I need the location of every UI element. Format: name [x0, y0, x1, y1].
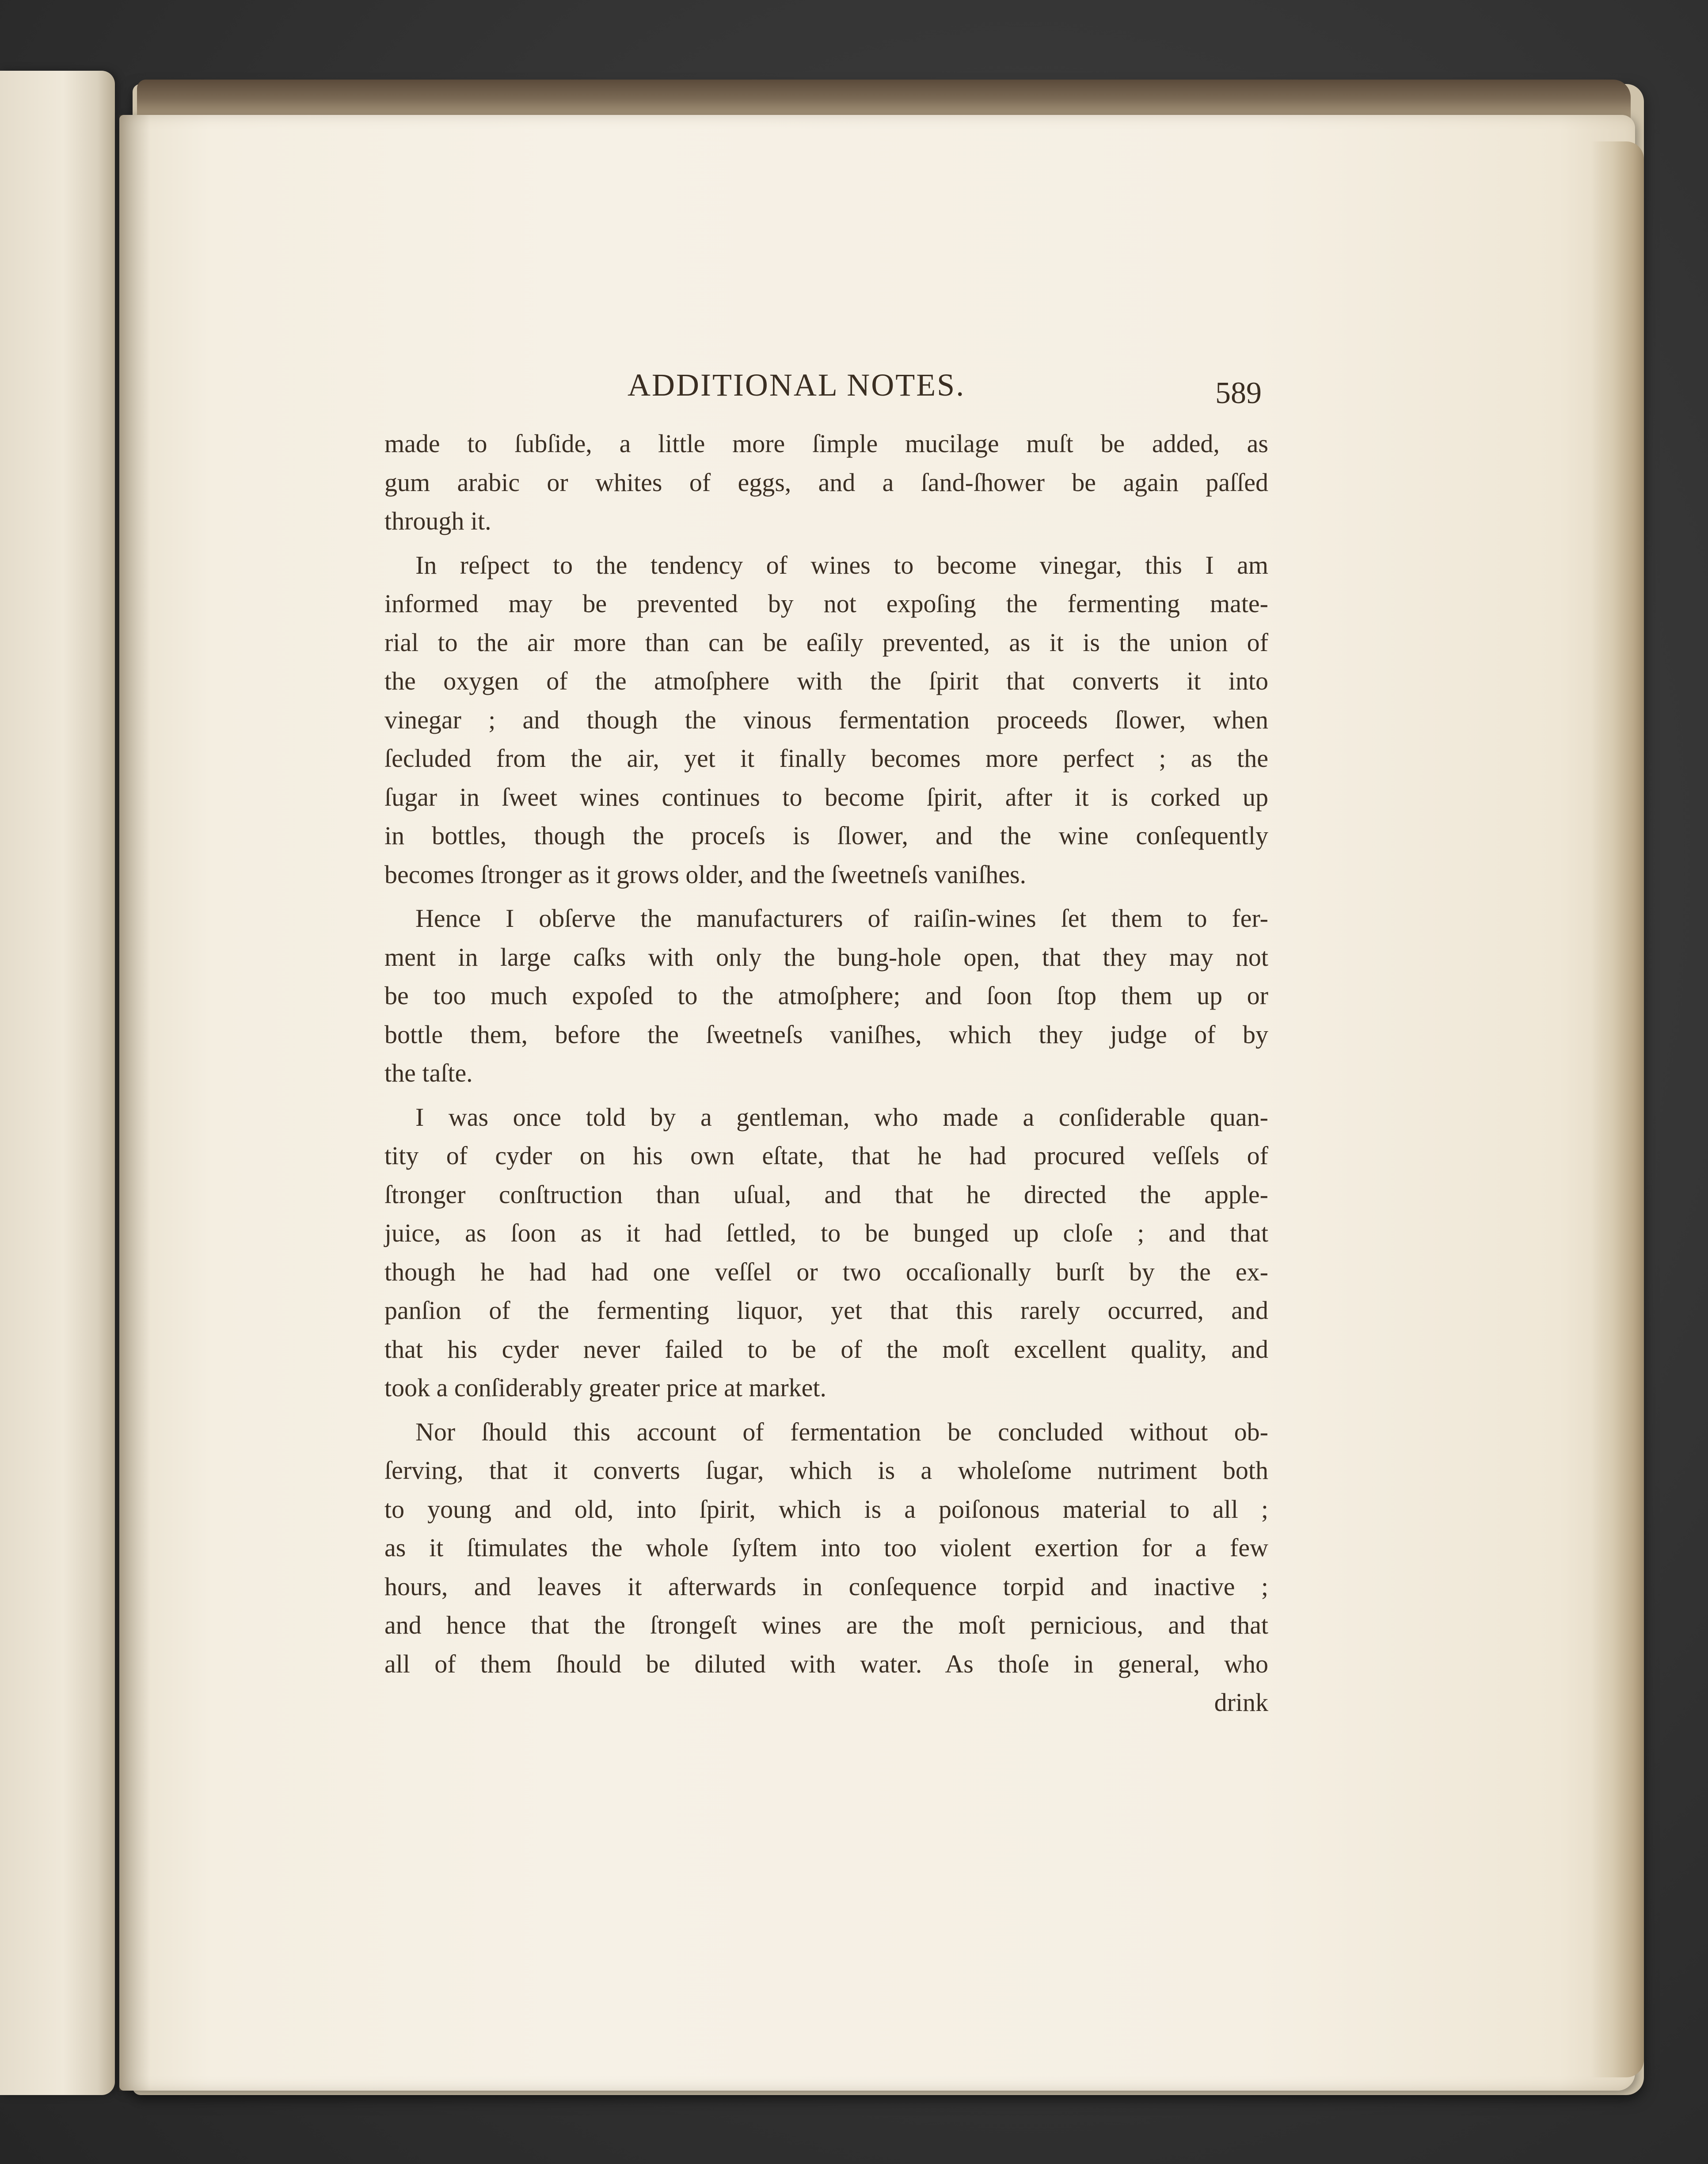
page-number: 589 — [1215, 376, 1262, 410]
catchword: drink — [1214, 1688, 1268, 1717]
paragraph-gap — [384, 894, 1268, 899]
text-line: panſion of the fermenting liquor, yet that this rarely occurred, and — [384, 1296, 1268, 1325]
text-line: and hence that the ſtrongeſt wines are the moſt pernicious, and that — [384, 1611, 1268, 1639]
text-line: tity of cyder on his own eſtate, that he had procured veſſels of — [384, 1141, 1268, 1170]
text-line: informed may be prevented by not expoſing the fermenting mate- — [384, 589, 1268, 618]
body-text — [384, 424, 1268, 1722]
text-line: as it ſtimulates the whole ſyſtem into too violent exertion for a few — [384, 1533, 1268, 1562]
text-line: ſtronger conſtruction than uſual, and that he directed the apple- — [384, 1180, 1268, 1209]
text-line: took a conſiderably greater price at market. — [384, 1373, 827, 1402]
text-line: Hence I obſerve the manufacturers of raiſin-wines ſet them to fer- — [415, 904, 1268, 933]
text-line: though he had had one veſſel or two occaſionally burſt by the ex- — [384, 1257, 1268, 1286]
text-line: gum arabic or whites of eggs, and a ſand-ſhower be again paſſed — [384, 468, 1268, 497]
text-line: the oxygen of the atmoſphere with the ſpirit that converts it into — [384, 667, 1268, 695]
text-line: ment in large caſks with only the bung-hole open, that they may not — [384, 942, 1268, 972]
text-line: Nor ſhould this account of fermentation be concluded without ob- — [415, 1417, 1268, 1446]
text-line: juice, as ſoon as it had ſettled, to be bunged up cloſe ; and that — [384, 1219, 1268, 1247]
text-line: ſerving, that it converts ſugar, which is a wholeſome nutriment both — [384, 1456, 1268, 1485]
text-line: the taſte. — [384, 1059, 473, 1087]
facing-page-edge — [0, 71, 115, 2095]
text-line: In reſpect to the tendency of wines to become vinegar, this I am — [415, 550, 1268, 579]
running-head: ADDITIONAL NOTES. — [628, 367, 966, 403]
text-line: to young and old, into ſpirit, which is a poiſonous material to all ; — [384, 1494, 1268, 1524]
text-line: ſecluded from the air, yet it finally becomes more perfect ; as the — [384, 744, 1268, 773]
text-line: made to ſubſide, a little more ſimple mucilage muſt be added, as — [384, 429, 1268, 458]
text-line: I was once told by a gentleman, who made a conſiderable quan- — [415, 1102, 1268, 1132]
text-line: through it. — [384, 507, 491, 535]
paragraph-gap — [384, 1407, 1268, 1413]
text-line: rial to the air more than can be eaſily prevented, as it is the union of — [384, 628, 1268, 657]
text-line: bottle them, before the ſweetneſs vaniſhes, which they judge of by — [384, 1020, 1268, 1049]
paragraph-gap — [384, 541, 1268, 546]
text-line: vinegar ; and though the vinous fermentation proceeds ſlower, when — [384, 705, 1268, 734]
paragraph-gap — [384, 1093, 1268, 1098]
text-line: ſugar in ſweet wines continues to become ſpirit, after it is corked up — [384, 782, 1268, 812]
text-line: hours, and leaves it afterwards in conſequence torpid and inactive ; — [384, 1572, 1268, 1601]
text-line: be too much expoſed to the atmoſphere; and ſoon ſtop them up or — [384, 981, 1268, 1010]
text-line: all of them ſhould be diluted with water. As thoſe in general, who — [384, 1649, 1268, 1678]
text-line: that his cyder never failed to be of the moſt excellent quality, and — [384, 1334, 1268, 1364]
page-fore-edge — [1591, 141, 1644, 2077]
text-line: becomes ſtronger as it grows older, and the ſweetneſs vaniſhes. — [384, 860, 1027, 889]
gutter-shadow — [119, 115, 150, 2091]
text-line: in bottles, though the proceſs is ſlower, and the wine conſequently — [384, 821, 1268, 850]
